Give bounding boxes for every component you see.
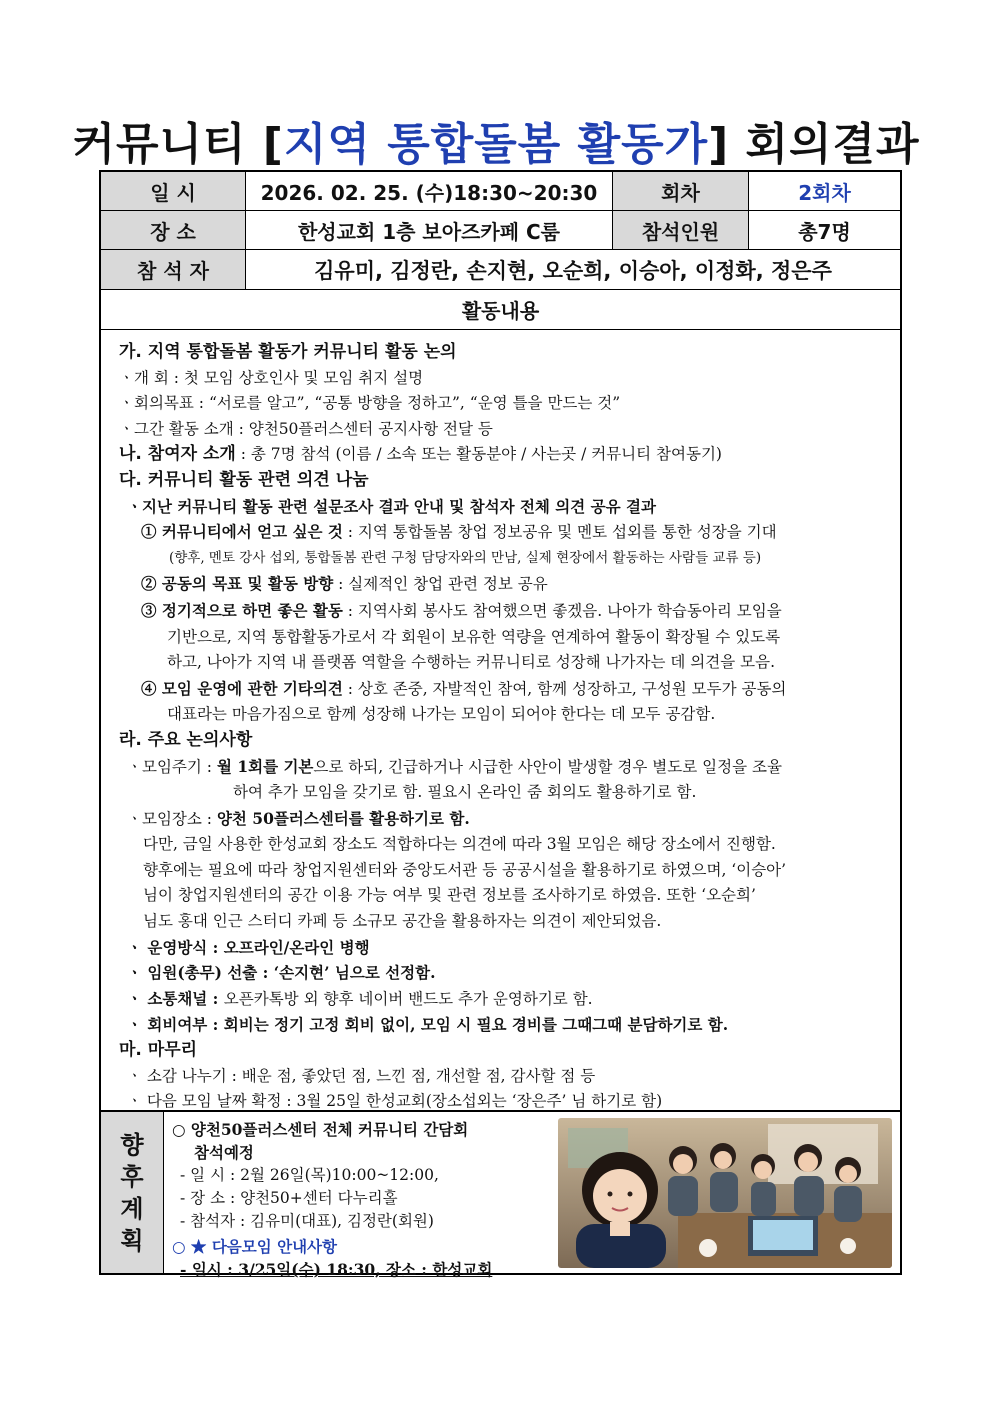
da-item-1-text: : 지역 통합돌봄 창업 정보공유 및 멘토 섭외를 통한 성장을 기대 [342, 523, 777, 542]
ra-item-5-text: 오픈카톡방 외 향후 네이버 밴드도 추가 운영하기로 함. [223, 989, 593, 1008]
attendees-value: 김유미, 김정란, 손지현, 오순희, 이승아, 이정화, 정은주 [314, 258, 832, 283]
ra-item-2-bold: 양천 50플러스센터를 활용하기로 함. [216, 808, 470, 828]
da-item-2 [119, 571, 890, 598]
section-na-text: : 총 7명 참석 (이름 / 소속 또는 활동분야 / 사는곳 / 커뮤니티 참여동기) [235, 445, 722, 464]
da-item-4 [119, 676, 890, 703]
place-value: 한성교회 1층 보아즈카페 C룸 [246, 211, 613, 249]
plan-item1-date: - 일 시 : 2월 26일(목)10:00~12:00, [180, 1166, 439, 1184]
meeting-illustration [558, 1118, 892, 1268]
ra-item-2-line2: 다만, 금일 사용한 한성교회 장소도 적합하다는 의견에 따라 3월 모임은 해당 장소에서 진행함. [143, 835, 776, 854]
ra-item-6: ㆍ 회비여부 : 회비는 정기 고정 회비 없이, 모임 시 필요 경비를 그때그때 분담하기로 함. [127, 1015, 729, 1035]
da-item-1 [119, 519, 890, 546]
title-suffix: ] 회의결과 [708, 119, 920, 170]
da-item-3-bold: ③ 정기적으로 하면 좋은 활동 [141, 600, 343, 620]
section-ga-title: 가. 지역 통합돌봄 활동가 커뮤니티 활동 논의 [119, 342, 457, 362]
session-label: 회차 [613, 172, 749, 210]
ga-item-2: ㆍ회의목표 : “서로를 알고”, “공통 방향을 정하고”, “운영 틀을 만드는 것” [119, 394, 621, 413]
info-row-attendees [101, 250, 900, 290]
plan-label-char-2: 후 [120, 1162, 144, 1191]
title-highlight: 지역 통합돌봄 활동가 [283, 119, 709, 170]
ra-item-1-text: 으로 하되, 긴급하거나 시급한 사안이 발생할 경우 별도로 일정을 조율 [313, 757, 782, 776]
ra-item-2-line4: 님이 창업지원센터의 공간 이용 가능 여부 및 관련 정보를 조사하기로 하였음. 또한 ‘오순희’ [143, 886, 756, 905]
ra-item-1-line2: 하여 추가 모임을 갖기로 함. 필요시 온라인 줌 회의도 활용하기로 함. [233, 783, 697, 802]
da-item-1-bold: ① 커뮤니티에서 얻고 싶은 것 [141, 522, 343, 542]
ga-item-3: ㆍ그간 활동 소개 : 양천50플러스센터 공지사항 전달 등 [119, 419, 493, 438]
section-da-title: 다. 커뮤니티 활동 관련 의견 나눔 [119, 469, 369, 490]
ra-item-2-line5: 님도 홍대 인근 스터디 카페 등 소규모 공간을 활용하자는 의견이 제안되었음. [143, 912, 662, 931]
da-item-1-sub: (향후, 멘토 강사 섭외, 통합돌봄 관련 구청 담당자와의 만남, 실제 현장에서 활동하는 사람들 교류 등) [169, 549, 762, 566]
da-item-3-text: : 지역사회 봉사도 참여했으면 좋겠음. 나아가 학습동아리 모임을 [342, 601, 782, 620]
ra-item-1-bold: 월 1회를 기본 [216, 756, 314, 776]
ra-item-4: ㆍ 임원(총무) 선출 : ‘손지현’ 님으로 선정함. [127, 963, 436, 983]
ma-item-2: ㆍ 다음 모임 날짜 확정 : 3월 25일 한성교회(장소섭외는 ‘장은주’ 님 하기로 함) [127, 1092, 663, 1111]
ra-item-3: ㆍ 운영방식 : 오프라인/온라인 병행 [127, 937, 370, 957]
future-plan [101, 1110, 900, 1279]
plan-item1-title: ○ 양천50플러스센터 전체 커뮤니티 간담회 [172, 1120, 469, 1139]
ra-item-2-line3: 향후에는 필요에 따라 창업지원센터와 중앙도서관 등 공공시설을 활용하기로 하였으며, ‘이승아’ [143, 860, 787, 879]
date-value: 2026. 02. 25. (수)18:30~20:30 [246, 172, 613, 210]
da-item-3-line3: 하고, 나아가 지역 내 플랫폼 역할을 수행하는 커뮤니티로 성장해 나가자는 데 의견을 모음. [167, 653, 776, 672]
plan-item2-detail: - 일시 : 3/25일(수) 18:30, 장소 : 한성교회 [180, 1260, 493, 1279]
ra-item-5 [119, 986, 890, 1013]
plan-item1-place: - 장 소 : 양천50+센터 다누리홀 [180, 1189, 398, 1207]
plan-item2-title: ○ ★ 다음모임 안내사항 [172, 1237, 337, 1256]
info-row-place [101, 211, 900, 250]
ga-item-1: ㆍ개 회 : 첫 모임 상호인사 및 모임 취지 설명 [119, 368, 424, 387]
section-na [119, 442, 890, 468]
ma-item-1: ㆍ 소감 나누기 : 배운 점, 좋았던 점, 느낀 점, 개선할 점, 감사할 점 등 [127, 1066, 596, 1085]
count-label: 참석인원 [613, 211, 749, 249]
session-value: 2회차 [798, 180, 851, 205]
ra-item-5-label: ㆍ 소통채널 : [127, 988, 224, 1008]
future-plan-text [164, 1112, 552, 1279]
ra-item-2-label: ㆍ모임장소 : [127, 809, 217, 828]
count-value: 총7명 [798, 219, 851, 244]
da-item-3 [119, 598, 890, 625]
section-ma-title: 마. 마무리 [119, 1040, 198, 1061]
section-ra-title: 라. 주요 논의사항 [119, 729, 253, 750]
page-title [0, 108, 992, 172]
place-label: 장 소 [101, 211, 246, 249]
ra-item-2 [119, 806, 890, 833]
section-header: 활동내용 [461, 299, 540, 323]
plan-label-char-3: 계 [120, 1194, 144, 1223]
ra-item-1-label: ㆍ모임주기 : [127, 757, 217, 776]
section-na-title: 나. 참여자 소개 [119, 444, 236, 465]
title-prefix: 커뮤니티 [ [72, 119, 284, 170]
section-header-row [101, 290, 900, 330]
da-item-4-bold: ④ 모임 운영에 관한 기타의견 [141, 678, 343, 698]
plan-item1-title2: 참석예정 [194, 1143, 254, 1162]
da-intro: ㆍ지난 커뮤니티 활동 관련 설문조사 결과 안내 및 참석자 전체 의견 공유 결과 [127, 496, 656, 516]
info-row-date [101, 172, 900, 211]
da-item-2-text: : 실제적인 창업 관련 정보 공유 [333, 575, 548, 594]
report-frame [99, 170, 902, 1279]
meeting-illustration-svg [558, 1118, 892, 1268]
plan-label-char-4: 획 [120, 1226, 144, 1255]
activity-content [101, 330, 900, 1110]
da-item-4-line2: 대표라는 마음가짐으로 함께 성장해 나가는 모임이 되어야 한다는 데 모두 공감함. [167, 705, 716, 724]
future-plan-label [101, 1112, 164, 1273]
da-item-2-bold: ② 공동의 목표 및 활동 방향 [141, 574, 334, 594]
date-label: 일 시 [101, 172, 246, 210]
da-item-4-text: : 상호 존중, 자발적인 참여, 함께 성장하고, 구성원 모두가 공동의 [342, 679, 787, 698]
plan-label-char-1: 향 [120, 1130, 144, 1159]
attendees-label: 참 석 자 [101, 250, 246, 289]
da-item-3-line2: 기반으로, 지역 통합활동가로서 각 회원이 보유한 역량을 연계하여 활동이 확장될 수 있도록 [167, 627, 781, 646]
plan-item1-people: - 참석자 : 김유미(대표), 김정란(회원) [180, 1212, 434, 1230]
ra-item-1 [119, 754, 890, 781]
